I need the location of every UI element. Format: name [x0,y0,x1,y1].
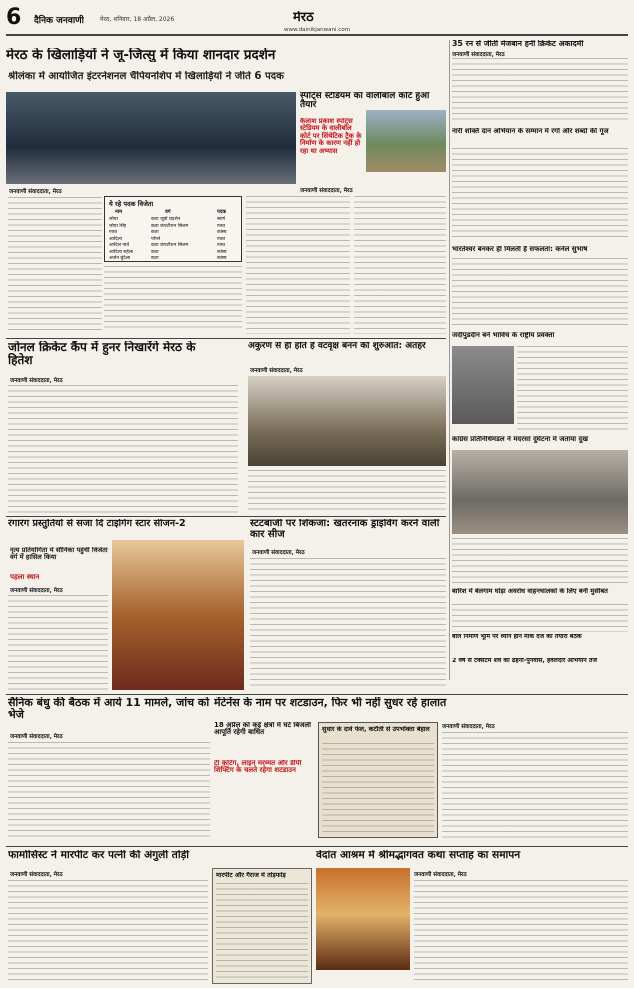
pharmacist-sub: मारपीट और गैराज में तोड़फोड़ [216,872,286,879]
stadium-photo [366,110,446,172]
vedant-byline: जनवाणी संवाददाता, मेरठ [414,872,467,878]
masthead-rule [6,34,628,36]
metro-side1: 18 अप्रैल को कई क्षेत्रों में घंटे बिजली आपूर्ति रहेगी बाधित [214,722,311,737]
medal-row-category: कता कंपटीशन सिलम [151,243,189,248]
dance-subhead: नृत्य प्रतियोगिता में सौनिका पहुंची विजेता वर्ग में हासिल किया [10,547,108,562]
medal-row-name: आदिल नार्वे [109,243,130,248]
cricket-camp-byline: जनवाणी संवाददाता, मेरठ [10,378,63,384]
medal-row-name: जोया सिंह [109,223,127,229]
medal-header-name: नाम [115,209,123,215]
dance-photo [112,540,244,690]
cricket-camp-text [8,385,238,513]
wheat-photo [248,376,446,466]
stadium-headline: स्पोर्ट्स स्टेडियम का वालीबॉल कोर्ट हुआ तैयार [300,92,430,111]
shelter-text [452,604,628,632]
judo-team-photo [6,92,296,184]
cricket-academy-text [452,58,628,124]
yoga-text [452,148,628,240]
medal-row-name: जोया [109,217,118,222]
sainik-text [8,742,210,840]
medal-row-medal: कांस्य [217,256,227,261]
page-number: 6 [6,6,22,30]
stadium-byline: जनवाणी संवाददाता, मेरठ [300,188,353,194]
sainik-byline: जनवाणी संवाददाता, मेरठ [10,734,63,740]
pharmacist-headline: फार्मासिस्ट ने मारपीट कर पत्नी की अंगुली तोड़ी [8,850,189,861]
metro-box [318,722,438,838]
wheat-byline: जनवाणी संवाददाता, मेरठ [250,368,303,374]
lead-byline: जनवाणी संवाददाता, मेरठ [9,189,62,195]
medal-row-category: पोंपने [151,236,161,242]
lead-text-col-1 [8,197,102,332]
lead-text-col-2 [104,266,242,332]
congress-headline: कांग्रेस प्रतिनिधिमंडल ने मदरसा दुर्घटना में जताया दुख [452,436,588,443]
lead-headline: मेरठ के खिलाड़ियों ने जू-जित्सु में किया शानदार प्रदर्शन [6,48,276,63]
pharmacist-text [8,880,208,984]
cricket-academy-headline: 35 रन से जीती मेजबान हनी क्रिकेट अकादमी [452,40,584,48]
vedant-headline: वेदांत आश्रम में श्रीमद्भागवत कथा सप्ताह का समापन [316,850,521,861]
medal-row-medal: रजत [217,236,226,242]
sainik-headline: सैनिक बंधु की बैठक में आये 11 मामले, जांच को भेजे [8,697,210,721]
metro-box-text [322,743,434,835]
masthead [0,0,634,36]
vedant-text [414,880,628,984]
paper-name: दैनिक जनवाणी [34,16,84,26]
metro-box-title: सुधार के दावे फेल, कटौती से उपभोक्ता बेहाल [322,726,430,733]
section-title: मेरठ [293,11,314,25]
cricket-academy-byline: जनवाणी संवाददाता, मेरठ [452,52,505,58]
section-rule-2 [6,516,446,517]
right-column-rule [449,40,450,680]
stadium-text-col-1 [246,196,350,334]
yoga-headline: नारी शक्ति दान अभियान के सम्मान में रंगों और शब्दों की गूंज [452,128,609,135]
shelter-sub2: बाले निर्माण भूमि पर ध्यान होने मौके दर्जे की तैयारी बैठक [452,634,582,640]
lead-subhead: श्रीलंका में आयोजित इंटरनेशनल चैंपियनशिप में खिलाड़ियों ने जीते 6 पदक [8,71,285,82]
medal-table-title: ये रहे पदक विजेता [109,200,154,208]
medal-row-category: कता [151,230,159,235]
medal-row-name: रजत [109,230,118,235]
metro-headline: मेंटेनेंस के नाम पर शटडाउन, फिर भी नहीं सुधर रहे हालात [214,697,447,709]
dance-highlight: पहला स्थान [10,574,40,581]
section-rule-4 [6,846,628,847]
pharmacist-sidebox [212,868,312,984]
section-rule-3 [6,694,628,695]
congress-photo [452,450,628,534]
medal-row-category: कता [151,256,159,261]
dance-headline: रंगारंग प्रस्तुतियों से सजा दि टाइगिंग स्टार सीजन-2 [8,519,186,529]
medal-header-medal: पदक [217,209,227,215]
medal-row-name: अर्जन बुंदेला [109,256,131,261]
website: www.dainikjanwani.com [283,27,351,33]
dance-text [8,595,108,691]
medal-row-category: कता [151,249,159,255]
metro-text [442,732,628,838]
dance-byline: जनवाणी संवाददाता, मेरठ [10,588,63,594]
dateline: मेरठ, शनिवार, 18 अप्रैल, 2026 [100,16,175,23]
medal-row-name: आदित्य रुहेला [109,249,134,255]
metro-side2: टी कटिंग, लाइन मरम्मत और डीपी शिफ्टिंग के चलते रहेगा शटडाउन [214,760,302,775]
stunt-text [250,558,446,690]
pharmacist-sidebox-text [216,883,308,981]
bcci-text [452,258,628,328]
stadium-text-col-2 [354,196,446,334]
medal-row-medal: कांस्य [217,230,227,235]
medal-row-medal: कांस्य [217,249,227,255]
art-photo [452,346,514,424]
metro-byline: जनवाणी संवाददाता, मेरठ [442,724,495,730]
art-text [517,346,628,430]
wheat-headline: अंकुरण से ही होते हैं वटवृक्ष बनने की शुरुआत: अतहर [248,342,426,351]
medal-row-medal: स्वर्ण [217,217,226,222]
section-rule-1 [6,338,446,339]
bcci-headline: भारतेश्वर बनकर ही मिलती है सफलता: कर्नल सुभाष [452,246,588,253]
cricket-camp-headline: जोनल क्रिकेट कैंप में हुनर निखारेंगे मेरठ के हितेश [8,341,196,367]
stadium-subhead: कैलाश प्रकाश स्पोर्ट्स स्टेडियम के वालीबॉल कोर्ट पर सिंथेटिक ट्रैक के निर्माण के कारण नहीं हो रहा था अभ्यास [300,118,362,155]
shelter-sub3: 2 वर्ष से टैक्सटम शव का ढहना-पुनर्वास, हवलदार अभियान तेज [452,658,598,664]
medal-row-category: कता जूडो प्रदर्शन [151,217,181,222]
stunt-byline: जनवाणी संवाददाता, मेरठ [252,550,305,556]
shelter-headline: बारिश में बेलगाम घोड़ा अवरोध वाहनचालकों के लिए बनी मुसीबत [452,588,608,595]
stunt-headline: स्टंटबाजी पर शिकंजा: खतरनाक ड्राइविंग करने वाली कार सीज [250,519,440,540]
medal-row-name: आदित्य [109,236,122,242]
art-headline: जदीपुडदीन बने भाविच के राष्ट्रीय प्रवक्ता [452,332,555,339]
pharmacist-byline: जनवाणी संवाददाता, मेरठ [10,872,63,878]
medal-header-category: वर्ग [165,209,171,215]
medal-row-medal: रजत [217,243,226,248]
medal-table [104,196,242,262]
vedant-photo [316,868,410,970]
wheat-text [248,470,446,513]
medal-row-category: कता कंपटीशन सिलम [151,223,189,229]
congress-text [452,538,628,584]
medal-row-medal: रजत [217,223,226,229]
